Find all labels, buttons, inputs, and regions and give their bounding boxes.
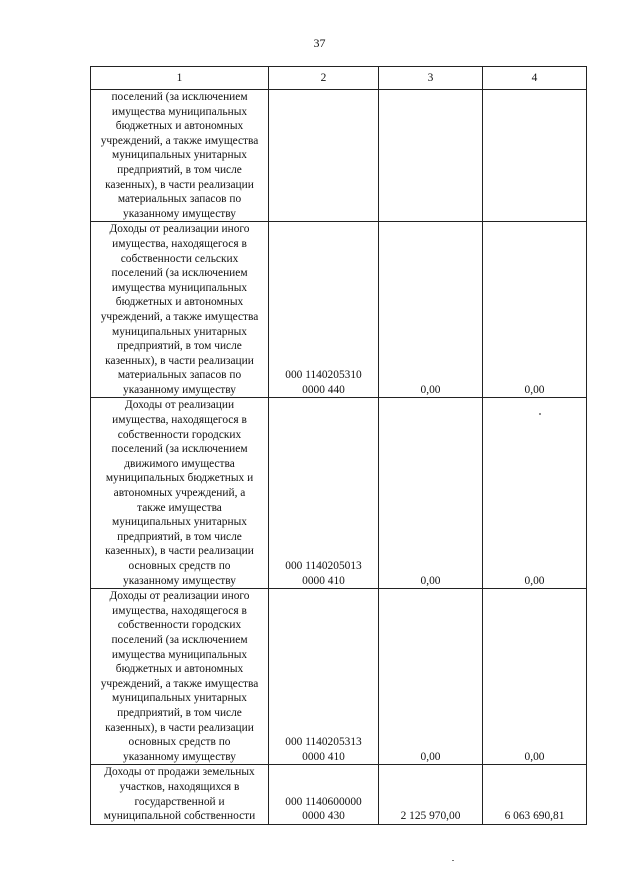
row-value-4: 0,00 xyxy=(483,589,587,765)
row-code: 000 1140205013 0000 410 xyxy=(269,398,379,589)
page-number: 37 xyxy=(313,36,326,50)
row-value-3: 0,00 xyxy=(379,222,483,398)
table-row xyxy=(91,398,587,589)
table-row xyxy=(91,765,587,824)
table-row xyxy=(91,589,587,765)
table-row xyxy=(91,90,587,222)
row-code: 000 1140205313 0000 410 xyxy=(269,589,379,765)
row-code: 000 1140205310 0000 440 xyxy=(269,222,379,398)
row-value-4 xyxy=(483,90,587,222)
row-name: поселений (за исключением имущества муниципальных бюджетных и автономных учреждений, а также имущества муниципальных унитарных предприятий, в том числе казенных), в части реализации материальных запасов по указанному имуществу xyxy=(91,90,269,222)
row-value-3: 0,00 xyxy=(379,589,483,765)
scan-speck xyxy=(539,413,541,415)
row-name: Доходы от реализации иного имущества, находящегося в собственности городских поселений (за исключением имущества муниципальных бюджетных и автономных учреждений, а также имущества муниципальных унитарных предприятий, в том числе казенных), в части реализации основных средств по указанному имуществу xyxy=(91,589,269,765)
revenue-table xyxy=(90,66,587,825)
table-row xyxy=(91,222,587,398)
row-value-3: 2 125 970,00 xyxy=(379,765,483,824)
header-row xyxy=(91,67,587,90)
column-header-3: 3 xyxy=(379,67,483,90)
column-header-2: 2 xyxy=(269,67,379,90)
row-value-3: 0,00 xyxy=(379,398,483,589)
row-name: Доходы от реализации иного имущества, находящегося в собственности сельских поселений (за исключением имущества муниципальных бюджетных и автономных учреждений, а также имущества муниципальных унитарных предприятий, в том числе казенных), в части реализации материальных запасов по указанному имуществу xyxy=(91,222,269,398)
column-header-4: 4 xyxy=(483,67,587,90)
row-name: Доходы от продажи земельных участков, находящихся в государственной и муниципальной собственности xyxy=(91,765,269,824)
row-value-3 xyxy=(379,90,483,222)
row-value-4: 0,00 xyxy=(483,222,587,398)
column-header-1: 1 xyxy=(91,67,269,90)
row-value-4: 6 063 690,81 xyxy=(483,765,587,824)
row-code xyxy=(269,90,379,222)
scan-speck xyxy=(452,860,454,861)
row-name: Доходы от реализации имущества, находящегося в собственности городских поселений (за исключением движимого имущества муниципальных бюджетных и автономных учреждений, а также имущества муниципальных унитарных предприятий, в том числе казенных), в части реализации основных средств по указанному имуществу xyxy=(91,398,269,589)
row-code: 000 1140600000 0000 430 xyxy=(269,765,379,824)
row-value-4: 0,00 xyxy=(483,398,587,589)
